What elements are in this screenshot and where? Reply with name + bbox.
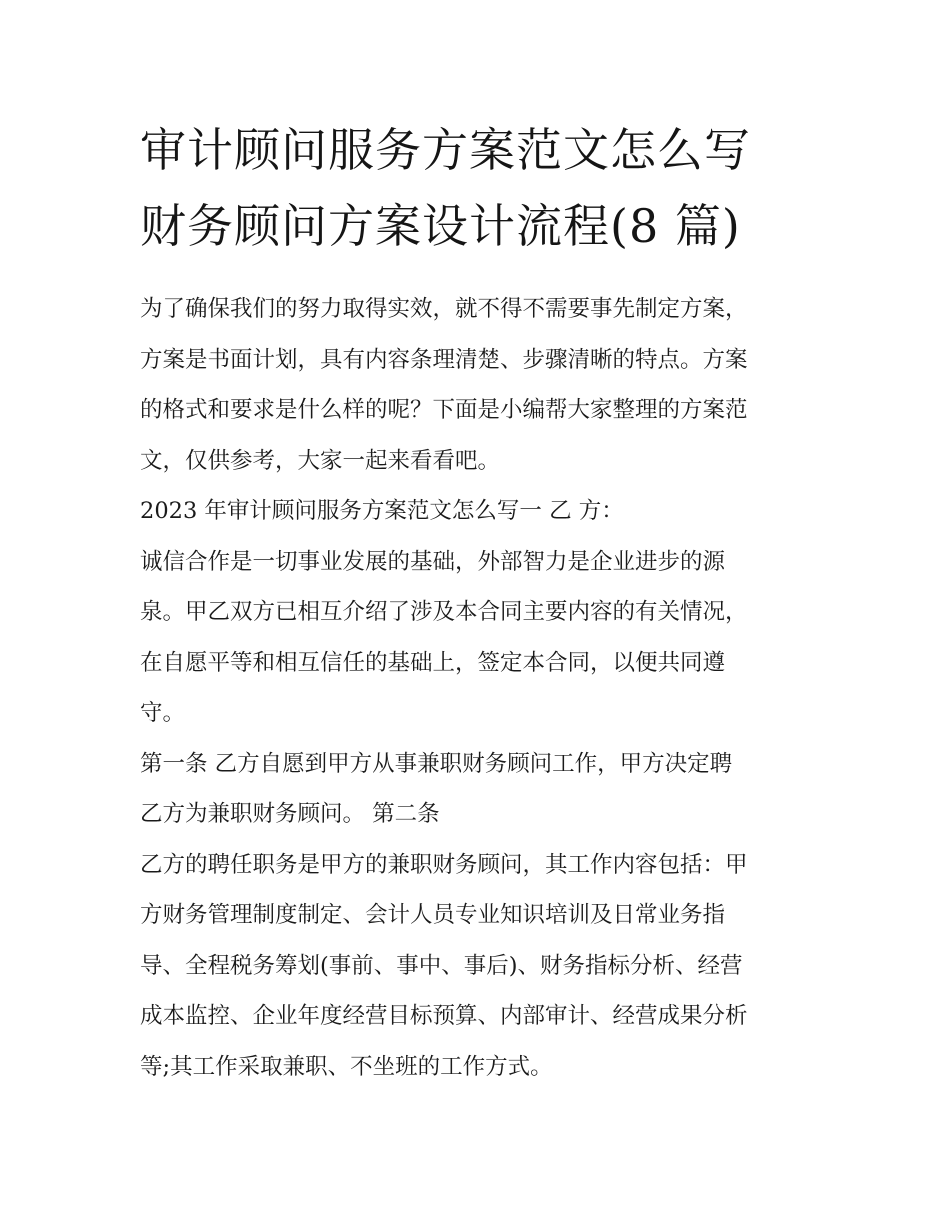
- document-body: [140, 284, 820, 1092]
- paragraph-line: 等;其工作采取兼职、不坐班的工作方式。: [140, 1053, 553, 1080]
- paragraph-line: 2023 年审计顾问服务方案范文怎么写一 乙 方：: [140, 498, 624, 524]
- paragraph-line: 守。: [140, 700, 186, 726]
- paragraph-line: 乙方的聘任职务是甲方的兼职财务顾问，其工作内容包括：甲: [140, 851, 748, 878]
- paragraph-line: 方财务管理制度制定、会计人员专业知识培训及日常业务指: [140, 902, 726, 928]
- title-line-1: 审计顾问服务方案范文怎么写: [140, 123, 751, 177]
- paragraph-intro: [140, 284, 820, 486]
- paragraph-line: 方案是书面计划，具有内容条理清楚、步骤清晰的特点。方案: [140, 346, 748, 373]
- section-heading: [140, 486, 820, 537]
- paragraph-article-2: [140, 840, 820, 1093]
- paragraph-line: 诚信合作是一切事业发展的基础，外部智力是企业进步的源: [140, 548, 726, 575]
- paragraph-line: 为了确保我们的努力取得实效，就不得不需要事先制定方案，: [140, 296, 748, 322]
- paragraph-line: 泉。甲乙双方已相互介绍了涉及本合同主要内容的有关情况，: [140, 599, 748, 625]
- paragraph-line: 乙方为兼职财务顾问。 第二条: [140, 801, 440, 827]
- document-title: [140, 112, 840, 264]
- title-line-2: 财务顾问方案设计流程(8 篇): [140, 199, 741, 253]
- paragraph-article-1: [140, 739, 820, 840]
- paragraph-line: 的格式和要求是什么样的呢？下面是小编帮大家整理的方案范: [140, 397, 748, 423]
- paragraph-line: 成本监控、企业年度经营目标预算、内部审计、经营成果分析: [140, 1003, 748, 1029]
- paragraph-preamble: [140, 537, 820, 739]
- paragraph-line: 第一条 乙方自愿到甲方从事兼职财务顾问工作，甲方决定聘: [140, 750, 733, 777]
- paragraph-line: 导、全程税务筹划(事前、事中、事后)、财务指标分析、经营: [140, 952, 743, 979]
- paragraph-line: 在自愿平等和相互信任的基础上，签定本合同，以便共同遵: [140, 649, 726, 676]
- paragraph-line: 文，仅供参考，大家一起来看看吧。: [140, 447, 501, 474]
